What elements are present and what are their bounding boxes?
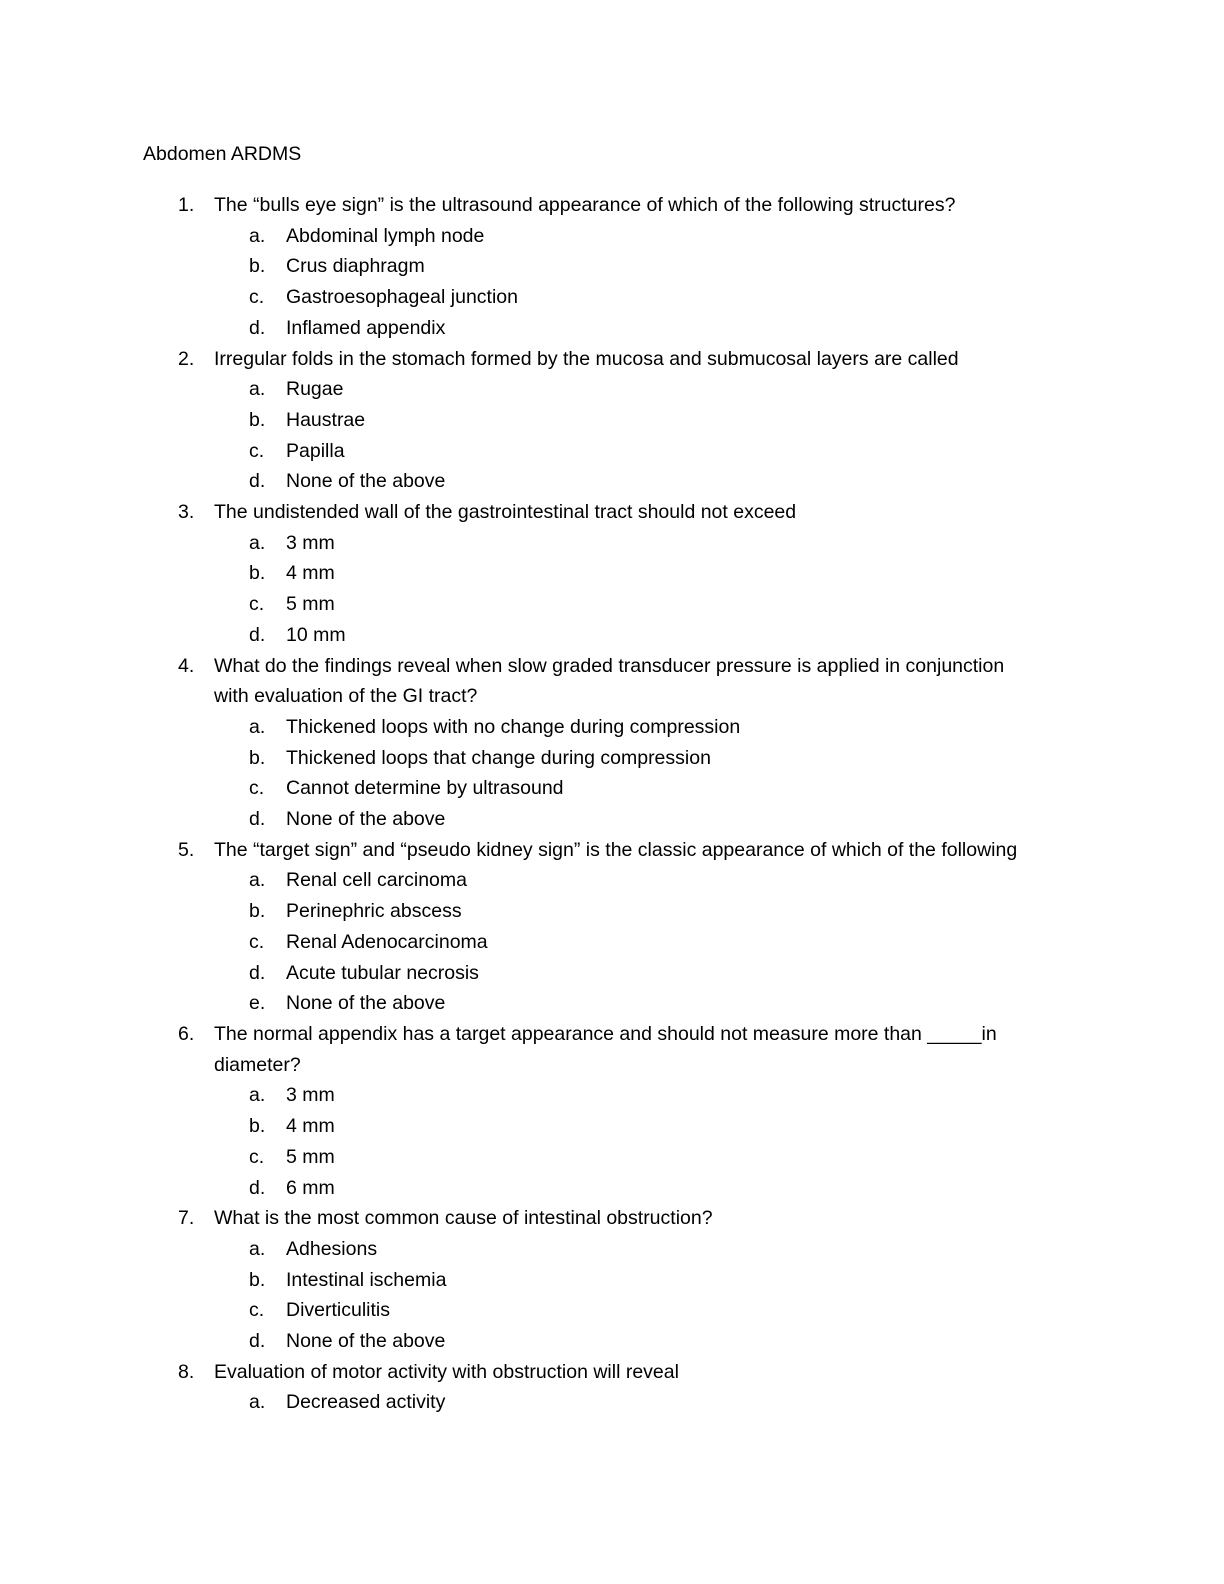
option-item xyxy=(143,1080,1093,1111)
option-text: Renal Adenocarcinoma xyxy=(286,930,488,953)
option-letter: a. xyxy=(249,531,266,554)
option-text: 3 mm xyxy=(286,1084,335,1107)
option-text: Adhesions xyxy=(286,1237,378,1260)
option-item xyxy=(143,436,1093,467)
option-item xyxy=(143,958,1093,989)
option-text: 6 mm xyxy=(286,1176,335,1199)
option-text: Abdominal lymph node xyxy=(286,224,485,247)
question-text-line xyxy=(143,651,1093,682)
question-number: 7. xyxy=(178,1207,195,1230)
option-letter: c. xyxy=(249,286,265,309)
question-text: Irregular folds in the stomach formed by the mucosa and submucosal layers are called xyxy=(214,347,959,370)
question-text-line xyxy=(143,190,1093,221)
option-text: 4 mm xyxy=(286,1115,335,1138)
option-item xyxy=(143,804,1093,835)
option-item xyxy=(143,988,1093,1019)
option-text: None of the above xyxy=(286,992,446,1015)
option-item xyxy=(143,282,1093,313)
question-text: What do the findings reveal when slow graded transducer pressure is applied in conjunction xyxy=(214,654,1005,677)
question-1 xyxy=(143,190,1093,344)
option-letter: b. xyxy=(249,1115,266,1138)
option-item xyxy=(143,221,1093,252)
question-3 xyxy=(143,497,1093,651)
option-text: 4 mm xyxy=(286,562,335,585)
document-content xyxy=(143,139,1093,1418)
option-text: Acute tubular necrosis xyxy=(286,961,479,984)
option-item xyxy=(143,743,1093,774)
option-letter: a. xyxy=(249,1237,266,1260)
question-text: diameter? xyxy=(214,1053,301,1076)
question-number: 8. xyxy=(178,1360,195,1383)
option-item xyxy=(143,313,1093,344)
option-letter: d. xyxy=(249,623,266,646)
option-item xyxy=(143,528,1093,559)
option-letter: a. xyxy=(249,715,266,738)
option-text: Thickened loops that change during compression xyxy=(286,746,711,769)
option-letter: d. xyxy=(249,1330,266,1353)
option-letter: d. xyxy=(249,1176,266,1199)
option-item xyxy=(143,620,1093,651)
option-text: Haustrae xyxy=(286,408,366,431)
option-letter: a. xyxy=(249,224,266,247)
option-letter: b. xyxy=(249,408,266,431)
option-text: None of the above xyxy=(286,808,446,831)
option-text: 5 mm xyxy=(286,593,335,616)
option-text: Decreased activity xyxy=(286,1391,446,1414)
option-item xyxy=(143,589,1093,620)
question-text-line xyxy=(143,681,1093,712)
option-letter: c. xyxy=(249,777,265,800)
question-2 xyxy=(143,344,1093,498)
question-number: 3. xyxy=(178,501,195,524)
question-text: The undistended wall of the gastrointestinal tract should not exceed xyxy=(214,501,797,524)
option-item xyxy=(143,1326,1093,1357)
option-text: Gastroesophageal junction xyxy=(286,286,518,309)
option-item xyxy=(143,1142,1093,1173)
option-item xyxy=(143,927,1093,958)
document-title: Abdomen ARDMS xyxy=(143,143,302,165)
option-letter: c. xyxy=(249,930,265,953)
option-item xyxy=(143,712,1093,743)
option-text: Rugae xyxy=(286,378,344,401)
option-text: Crus diaphragm xyxy=(286,255,425,278)
question-text: What is the most common cause of intestinal obstruction? xyxy=(214,1207,713,1230)
option-item xyxy=(143,896,1093,927)
question-number: 5. xyxy=(178,838,195,861)
option-letter: d. xyxy=(249,470,266,493)
option-letter: d. xyxy=(249,961,266,984)
option-text: Perinephric abscess xyxy=(286,900,462,923)
option-letter: c. xyxy=(249,439,265,462)
option-letter: a. xyxy=(249,378,266,401)
option-item xyxy=(143,1173,1093,1204)
option-text: 5 mm xyxy=(286,1145,335,1168)
question-text-line xyxy=(143,344,1093,375)
option-letter: b. xyxy=(249,562,266,585)
option-item xyxy=(143,865,1093,896)
option-letter: c. xyxy=(249,593,265,616)
option-item xyxy=(143,1234,1093,1265)
option-item xyxy=(143,251,1093,282)
option-item xyxy=(143,1111,1093,1142)
question-text-line xyxy=(143,1203,1093,1234)
question-text-line xyxy=(143,1019,1093,1050)
option-item xyxy=(143,405,1093,436)
option-item xyxy=(143,374,1093,405)
option-letter: b. xyxy=(249,255,266,278)
option-letter: e. xyxy=(249,992,266,1015)
option-letter: c. xyxy=(249,1145,265,1168)
option-text: Renal cell carcinoma xyxy=(286,869,467,892)
option-text: 10 mm xyxy=(286,623,346,646)
question-4 xyxy=(143,651,1093,835)
option-letter: b. xyxy=(249,746,266,769)
option-text: Inflamed appendix xyxy=(286,316,446,339)
question-number: 6. xyxy=(178,1022,195,1045)
question-text-line xyxy=(143,835,1093,866)
option-text: Intestinal ischemia xyxy=(286,1268,447,1291)
question-6 xyxy=(143,1019,1093,1203)
option-text: None of the above xyxy=(286,470,446,493)
option-item xyxy=(143,466,1093,497)
question-text: The normal appendix has a target appearance and should not measure more than _____in xyxy=(214,1022,997,1045)
question-text-line xyxy=(143,497,1093,528)
option-letter: d. xyxy=(249,316,266,339)
option-text: Diverticulitis xyxy=(286,1299,391,1322)
option-item xyxy=(143,558,1093,589)
option-letter: a. xyxy=(249,1084,266,1107)
option-item xyxy=(143,1387,1093,1418)
question-number: 1. xyxy=(178,194,195,216)
question-text: with evaluation of the GI tract? xyxy=(214,685,478,708)
question-number: 4. xyxy=(178,654,195,677)
question-text: Evaluation of motor activity with obstruction will reveal xyxy=(214,1360,679,1383)
question-text: The “target sign” and “pseudo kidney sign” is the classic appearance of which of the following xyxy=(214,838,1018,861)
option-letter: a. xyxy=(249,869,266,892)
option-letter: b. xyxy=(249,1268,266,1291)
option-letter: c. xyxy=(249,1299,265,1322)
option-item xyxy=(143,773,1093,804)
question-text: The “bulls eye sign” is the ultrasound appearance of which of the following structures? xyxy=(214,194,956,216)
question-text-line xyxy=(143,1357,1093,1388)
option-text: Thickened loops with no change during compression xyxy=(286,715,741,738)
option-text: Cannot determine by ultrasound xyxy=(286,777,564,800)
option-letter: d. xyxy=(249,808,266,831)
question-number: 2. xyxy=(178,347,195,370)
option-text: 3 mm xyxy=(286,531,335,554)
question-8 xyxy=(143,1357,1093,1418)
option-text: None of the above xyxy=(286,1330,446,1353)
question-text-line xyxy=(143,1050,1093,1081)
option-letter: a. xyxy=(249,1391,266,1414)
question-7 xyxy=(143,1203,1093,1357)
option-letter: b. xyxy=(249,900,266,923)
option-item xyxy=(143,1295,1093,1326)
option-text: Papilla xyxy=(286,439,345,462)
option-item xyxy=(143,1265,1093,1296)
question-5 xyxy=(143,835,1093,1019)
